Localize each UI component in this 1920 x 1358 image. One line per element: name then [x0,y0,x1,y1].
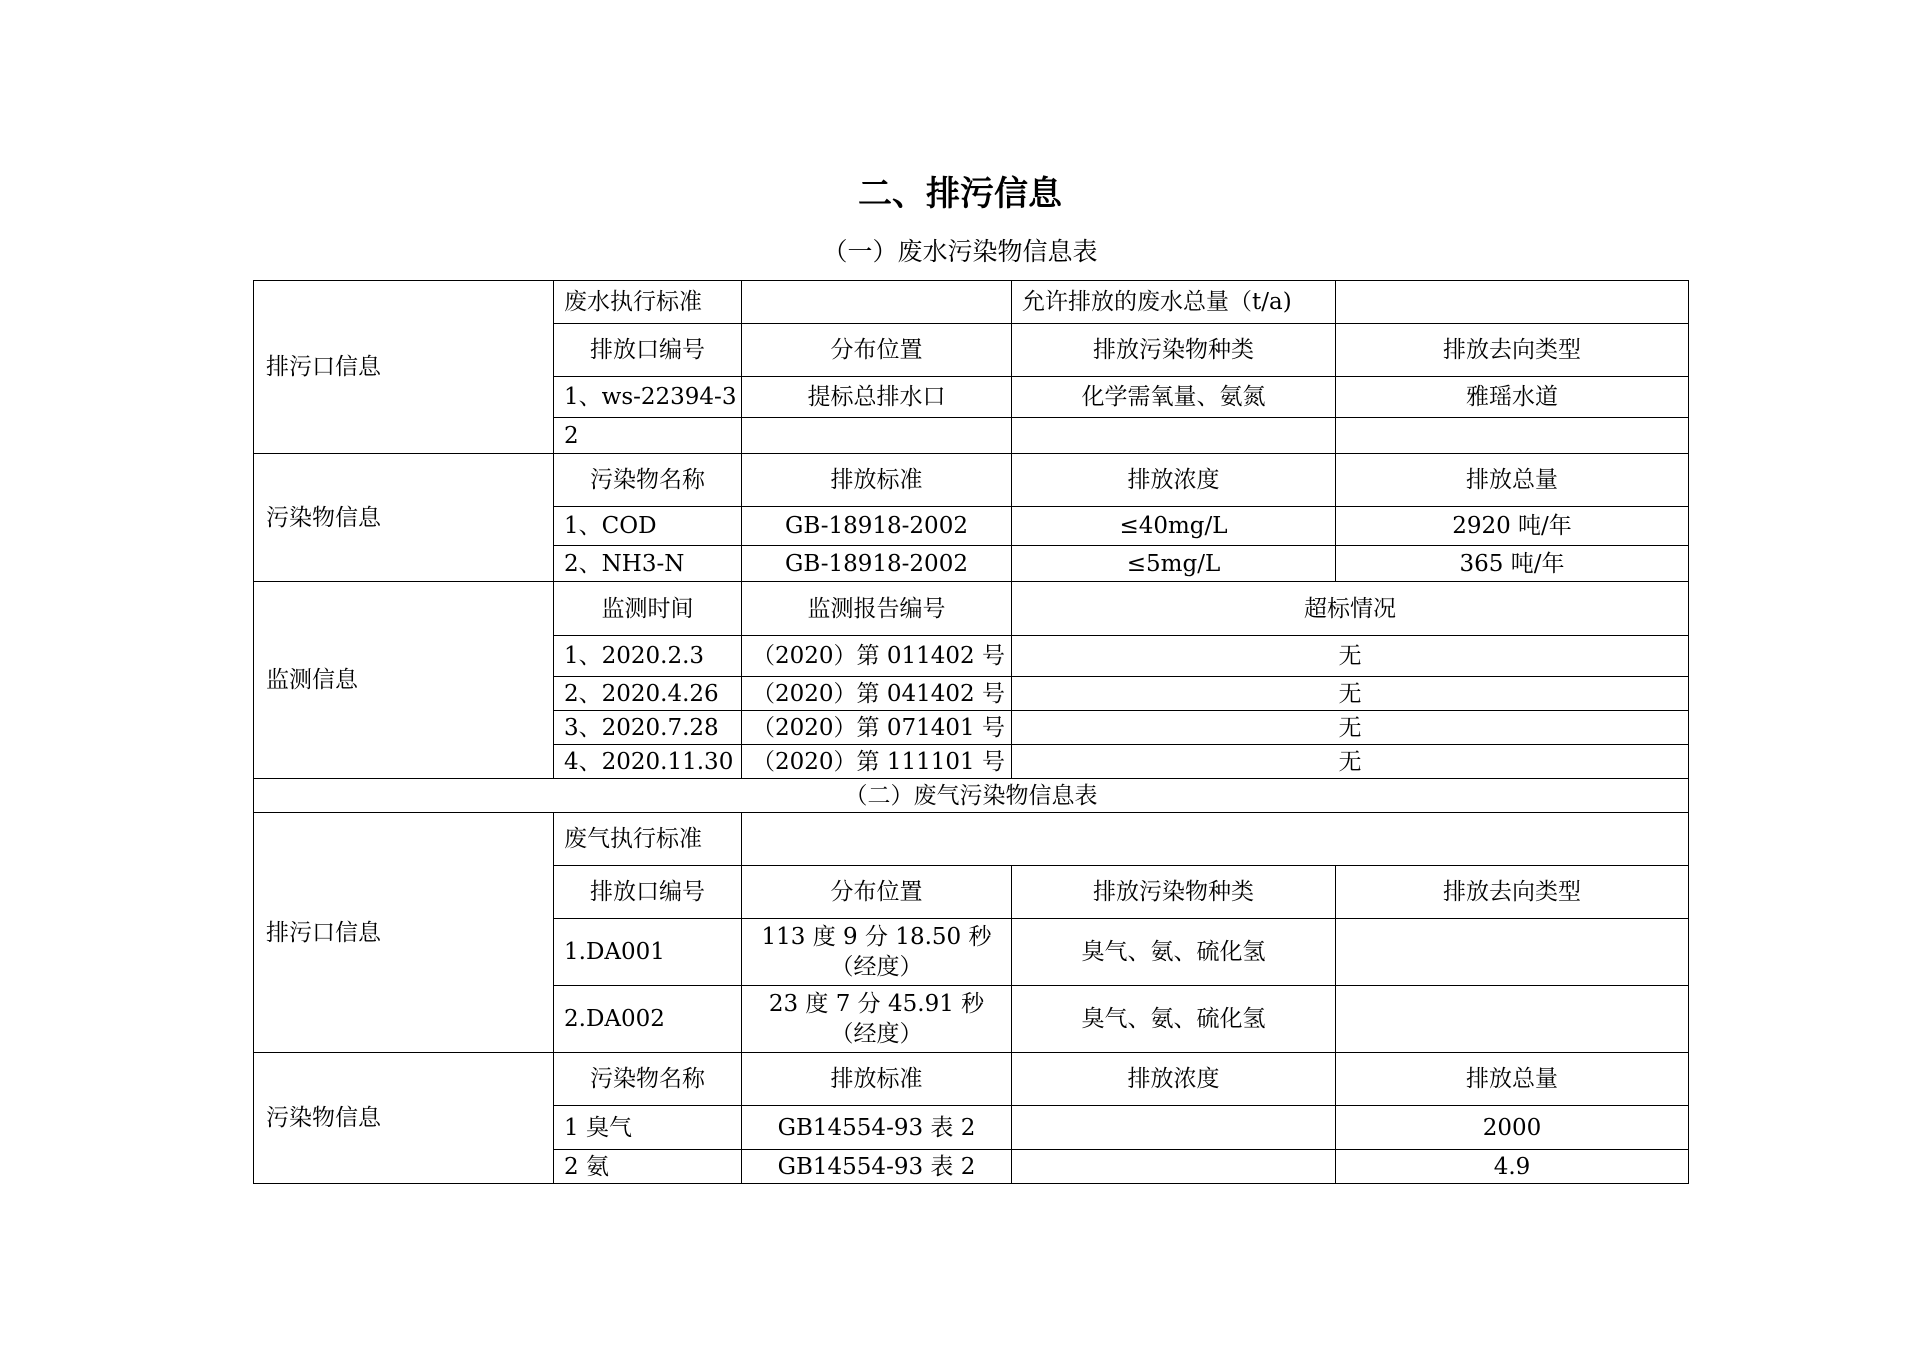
table-cell: 2、2020.4.26 [554,677,742,711]
column-header: 排放口编号 [554,866,742,919]
exhaust-heading-row [254,779,1689,813]
column-header: 排放污染物种类 [1012,324,1336,377]
table-cell [1336,919,1689,986]
table-cell: 无 [1012,711,1689,745]
table-cell: ≤40mg/L [1012,507,1336,546]
wastewater-table-heading: （一）废水污染物信息表 [822,237,1098,266]
table-cell: 2.DA002 [554,986,742,1053]
column-header: 分布位置 [742,866,1012,919]
table-cell: 4.9 [1336,1150,1689,1184]
table-cell: 23 度 7 分 45.91 秒（经度） [742,986,1012,1053]
table-cell: 2 氨 [554,1150,742,1184]
table-cell: （2020）第 071401 号 [742,711,1012,745]
emission-info-table [253,280,1689,1184]
table-cell: 1 臭气 [554,1106,742,1150]
table-cell [1336,418,1689,454]
table-cell: 臭气、氨、硫化氢 [1012,986,1336,1053]
table-cell: 2920 吨/年 [1336,507,1689,546]
table-cell: 无 [1012,745,1689,779]
table-cell: GB14554-93 表 2 [742,1150,1012,1184]
ww-standard-label: 废水执行标准 [554,281,742,324]
table-cell: GB-18918-2002 [742,507,1012,546]
column-header: 排放总量 [1336,1053,1689,1106]
table-cell: 无 [1012,677,1689,711]
ww-allowed-label: 允许排放的废水总量（t/a) [1012,281,1336,324]
ww-standard-row [254,281,1689,324]
table-cell [1012,1150,1336,1184]
column-header: 排放去向类型 [1336,324,1689,377]
column-header: 超标情况 [1012,582,1689,636]
ww-allowed-value [1336,281,1689,324]
ww-pollutant-header-row [254,454,1689,507]
table-cell: 113 度 9 分 18.50 秒（经度） [742,919,1012,986]
ex-pollutant-header-row [254,1053,1689,1106]
column-header: 污染物名称 [554,1053,742,1106]
table-cell [1012,418,1336,454]
column-header: 排放浓度 [1012,1053,1336,1106]
table-cell: 3、2020.7.28 [554,711,742,745]
ex-standard-label: 废气执行标准 [554,813,742,866]
table-cell: 2 [554,418,742,454]
table-cell: 1、COD [554,507,742,546]
table-cell: 2、NH3-N [554,546,742,582]
table-cell: 4、2020.11.30 [554,745,742,779]
table-cell: 1、2020.2.3 [554,636,742,677]
ww-monitoring-header-row [254,582,1689,636]
column-header: 排放浓度 [1012,454,1336,507]
column-header: 监测报告编号 [742,582,1012,636]
column-header: 分布位置 [742,324,1012,377]
table-cell: 365 吨/年 [1336,546,1689,582]
column-header: 排放标准 [742,1053,1012,1106]
column-header: 排放口编号 [554,324,742,377]
table-cell: （2020）第 041402 号 [742,677,1012,711]
ex-outlet-section-label: 排污口信息 [254,813,554,1053]
table-cell: GB-18918-2002 [742,546,1012,582]
column-header: 监测时间 [554,582,742,636]
ww-pollutant-section-label: 污染物信息 [254,454,554,582]
exhaust-table-heading: （二）废气污染物信息表 [254,779,1689,813]
table-cell: （2020）第 111101 号 [742,745,1012,779]
column-header: 排放标准 [742,454,1012,507]
table-cell: GB14554-93 表 2 [742,1106,1012,1150]
table-cell: 1、ws-22394-3 [554,377,742,418]
table-cell: 雅瑶水道 [1336,377,1689,418]
table-cell: 2000 [1336,1106,1689,1150]
table-cell [1012,1106,1336,1150]
column-header: 排放总量 [1336,454,1689,507]
ww-outlet-section-label: 排污口信息 [254,281,554,454]
table-cell: ≤5mg/L [1012,546,1336,582]
column-header: 污染物名称 [554,454,742,507]
table-cell [1336,986,1689,1053]
table-cell: 提标总排水口 [742,377,1012,418]
page-title: 二、排污信息 [858,174,1062,214]
table-cell: （2020）第 011402 号 [742,636,1012,677]
ex-pollutant-section-label: 污染物信息 [254,1053,554,1184]
ex-standard-row [254,813,1689,866]
table-cell: 1.DA001 [554,919,742,986]
ww-monitoring-section-label: 监测信息 [254,582,554,779]
ex-standard-value [742,813,1689,866]
table-cell: 臭气、氨、硫化氢 [1012,919,1336,986]
table-cell: 无 [1012,636,1689,677]
ww-standard-value [742,281,1012,324]
table-cell [742,418,1012,454]
column-header: 排放去向类型 [1336,866,1689,919]
column-header: 排放污染物种类 [1012,866,1336,919]
table-cell: 化学需氧量、氨氮 [1012,377,1336,418]
